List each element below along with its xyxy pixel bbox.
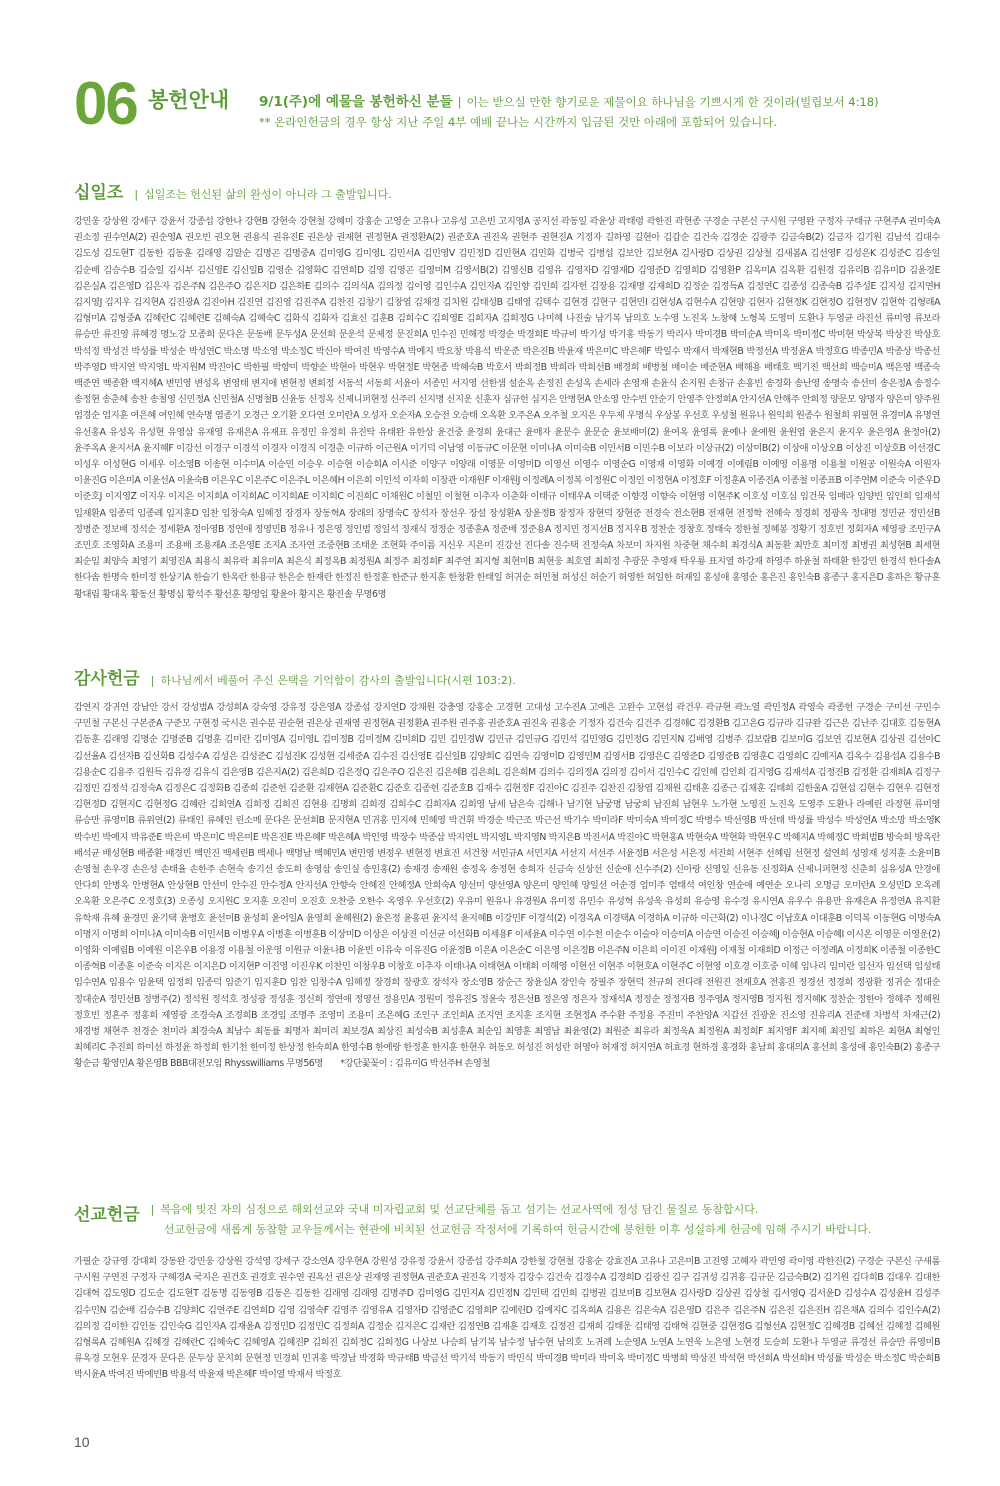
tithe-header bbox=[74, 178, 940, 206]
thanks-description-text: 하나님께서 베풀어 주신 은택을 기억함이 감사의 출발입니다(시편 103:2). bbox=[160, 674, 516, 687]
tithe-title: 십일조 bbox=[74, 183, 124, 203]
flower-note: *강단꽃꽂이 : 김유미G 박선주H 손영철 bbox=[340, 1058, 490, 1070]
mission-title: 선교헌금 bbox=[74, 1205, 140, 1225]
tithe-description: | 십일조는 헌신된 삶의 완성이 아니라 그 출발입니다. bbox=[134, 188, 392, 201]
header-line bbox=[259, 90, 879, 110]
page-number: 10 bbox=[74, 1434, 90, 1450]
online-offering-note: ** 온라인헌금의 경우 항상 지난 주일 4부 예배 끝나는 시간까지 입금된 것만 아래에 포함되어 있습니다. bbox=[259, 115, 778, 129]
thanks-header bbox=[74, 664, 940, 692]
thanks-title: 감사헌금 bbox=[74, 669, 140, 689]
mission-section bbox=[74, 1200, 940, 1384]
section-number: 06 bbox=[74, 70, 137, 137]
date-line: 9/1(주)에 예물을 봉헌하신 분들 bbox=[259, 94, 453, 110]
mission-description-line-2: 선교헌금에 새롭게 동참할 교우들께서는 현관에 비치된 선교헌금 작정서에 기록하여 헌금시간에 봉헌한 이후 성실하게 헌금에 임해 주시기 바랍니다. bbox=[163, 1223, 872, 1236]
tithe-names-list: 강민웅 강상원 강세구 강윤서 강종섭 강한나 강현B 강현숙 강현철 강혜미 강홍순 고영순 고유나 고유성 고은빈 고지영A 공지선 곽동일 곽윤상 곽태령 곽한진 곽현종 구경순 구본신 구시원 구영완 구정자 구태규 구현주A 권미숙A 권소정 권수연A(2) 권순영A 권오빈 권오현 권용식 권유진E 권은상 권재현 권정현A 권정환A(2) 권준호A 권진옥 권현주 권현진A 기정자 길하영 길현아 김갑순 김건숙 김경순 김광주 김금숙B(2) 김금자 김기원 김남석 김대수 김도성 김도현T 김동한 김동훈 김래영 김말순 김명곤 김명중A 김미영G 김미영L 김민서A 김민영V 김민정D 김민현A 김민화 김병국 김병섭 김보안 김보현A 김사랑D 김상권 김상철 김새봄A 김선영F 김성은K 김성준C 김송일 김순배 김승수B 김승일 김시부 김신영E 김신일B 김영순 김영화C 김연희D 김영 김영곤 김영미M 김영서B(2) 김영신B 김영유 김영자D 김영재D 김영준D 김영희D 김영환P 김옥미A 김옥환 김원경 김유리B 김유미D 김윤경E 김은실A 김은영D 김은자 김은주N 김은주O 김은지D 김은하E 김의수 김의식A 김의정 김이영 김인수A 김인자A 김인향 김인희 김자헌 김장용 김재명 김재희D 김정순 김정득A 김정연C 김종성 김종숙B 김주성E 김지성 김지연H 김지영J 김지우 김지현A 김진광A 김진아H 김진연 김진영 김진주A 김찬진 김창기 김창엽 김채경 김치원 김태성B 김태영 김택수 김현경 김현구 김현민I 김현성A 김현수A 김현양 김현자 김현정K 김현정O 김현정V 김현학 김형래A 김형미A 김형중A 김혜란C 김혜련E 김혜숙A 김혜숙C 김화식 김화자 김효신 김훈B 김희수C 김희영E 김희자A 김희정G 나미혜 나진술 남기복 남의호 노수영 노진옥 노창혜 노형복 도영미 도환나 두영균 라진선 류미영 류보라 류승만 류진영 류혜경 명노강 모종희 문다은 문동배 문두성A 문선희 문운석 문제정 문진희A 민수진 민해정 박경순 박경희E 박규비 박기성 박기홍 박동기 박리사 박미경B 박미순A 박미옥 박미정C 박미현 박상복 박상진 박상호 박석정 박성건 박성률 박성순 박성연C 박소명 박소영 박소정C 박신아 박여진 박영수A 박예지 박요창 박용석 박운준 박은진B 박윤재 박은미C 박은혜F 박일수 박재서 박재현B 박정선A 박정윤A 박정호G 박종민A 박종상 박종선 박주영D 박지연 박지영L 박지원M 박진아C 박한필 박향미 박향순 박현아 박현우 박현정E 박현종 박혜숙B 박호서 박희정B 박희라 박희선B 배경희 배병철 배이순 배준현A 배해용 배태호 백기진 백선희 백승미A 백은영 백종숙 백준연 백종환 백지혜A 변민영 변성옥 변영태 변지애 변현정 변희정 서동석 서동희 서윤아 서종민 서지영 선한샘 설순옥 손정진 손성옥 손세라 손영재 손윤식 손지원 손창규 손홍빈 송경화 송난영 송명숙 송선미 송은정A 송정수 송정현 송춘혜 송찬 송철영 신민정A 신민철A 신명철B 신윤동 신정옥 신제니퍼현정 신주리 신지명 신지운 신훈자 심규헌 심지은 안병현A 안소영 안수빈 안순기 안영주 안정희A 안지선A 안해주 안희정 양문모 양명자 양은미 양주원 엄경순 엄지훈 여은혜 여인혜 연숙명 염종기 오경근 오기환 오다연 오미란A 오성자 오순자A 오승전 오승태 오옥환 오주은A 오주철 오지은 우두제 우명식 우상봉 우선호 우성철 원유나 원익희 원종수 원철희 위필현 유경미A 유명연 유선홍A 유성옥 유성현 유영삼 유재영 유재은A 유재표 유정민 유정희 유진탁 유태완 유한상 윤건중 윤경희 윤대근 윤매자 윤문수 윤문순 윤보배미(2) 윤여옥 윤영록 윤예나 윤예원 윤원엽 윤은지 윤지우 윤은영A 윤정아(2) 윤주옥A 윤지서A 윤지혜F 이강선 이경구 이경석 이경자 이경직 이경춘 이규하 이근원A 이기덕 이남영 이동규C 이문현 이미나A 이미숙B 이민서B 이민수B 이보라 이상규(2) 이상미B(2) 이상애 이상오B 이상진 이상호B 이선경C 이성우 이성현G 이세우 이소영B 이송현 이수미A 이승민 이승우 이승현 이승희A 이시준 이양구 이양래 이영문 이영미D 이영선 이영수 이영순G 이영재 이영화 이예경 이예림B 이예영 이용명 이용철 이원공 이원숙A 이원자 이윤진G 이은미A 이윤선A 이윤숙B 이은우C 이은주C 이은주L 이은혜H 이은희 이인석 이자희 이장관 이재원F 이재원J 이정례A 이정복 이정원C 이정인 이정현A 이정호F 이정훈A 이종진A 이종철 이종표B 이주연M 이준숙 이준우D 이준호J 이지영Z 이지우 이지은 이지희A 이지희AC 이지희AE 이지희C 이진희C 이채원C 이철민 이철현 이추자 이춘화 이태규 이태우A 이택준 이향경 이향숙 이현영 이현주K 이호성 이호심 임건묵 임매라 임양빈 임인희 임재석 임재환A 임종덕 임종례 임지훈D 임찬 임창숙A 임혜정 장경자 장동혁A 장래의 장명숙C 장석자 장선우 장설 장성환A 장윤정B 장정자 장현덕 장현준 전경숙 전소현B 전재현 전정학 전혜숙 정경희 정광욱 정대명 정민균 정민선B 정병준 정보배 정석순 정세환A 정아영B 정연애 정영민B 정유나 정은영 정인범 정일석 정재식 정정순 정종훈A 정준배 정준용A 정지민 정지선B 정지우B 정찬순 정창호 정태숙 정한철 정혜봉 정황기 정호빈 정회자A 제영광 조민구A 조민호 조영화A 조용미 조용배 조용재A 조은영E 조지A 조자연 조중현B 조태운 조현화 주이름 지신우 지은미 진강선 진다솔 진수택 진정숙A 차보미 차지원 차중현 채수희 최경식A 최동환 최만호 최미정 최병권 최성현B 최세현 최순임 최양숙 최영기 최영진A 최용식 최유락 최유미A 최은식 최정옥B 최정원A 최정주 최정희F 최주연 최지형 최현미B 최현웅 최호열 최희정 추광문 추영재 탁우룡 표지열 하강재 하영주 하윤철 하태환 한강민 한경석 한다솔A 한다솜 한명숙 한미정 한상기A 한슬기 한옥란 한용규 한은순 한재란 한정진 한정훈 한준규 한지훈 한창환 한태일 허귀순 허민철 허성신 허순기 허영한 허일한 허재일 홍성애 홍영순 홍은진 홍인숙B 홍종구 홍지은D 홍하은 황규훈 황대림 황대옥 황동선 황명심 황석주 황선훈 황영임 황윤아 황지은 황진솔 무명6명 bbox=[74, 216, 940, 600]
mission-names-list: 가필순 강규영 강대희 강동완 강민웅 강상원 강석영 강세구 강소연A 강우현A 강원성 강유정 강윤서 강종섭 강주희A 강한철 강현철 강홍순 강효진A 고유나 고은미B 고진영 고혜자 곽민영 곽이영 곽한진(2) 구경순 구본신 구새롬 구시원 구연진 구정자 구혜경A 국지은 권건호 권경호 권수연 권옥선 권은상 권재영 권정현A 권준호A 권진옥 기정자 김강수 김건숙 김경수A 김경희D 김광신 김구 김귀성 김귀홍 김규문 김금숙B(2) 김기원 김다희B 김대우 김대한 김대혁 김도영D 김도순 김도현T 김동명 김동영B 김동은 김동한 김래영 김래영 김명주D 김미영G 김민지A 김민정N 김민택 김민희 김병권 김보미B 김보현A 김사랑D 김상권 김상철 김서영Q 김서윤D 김성수A 김성윤H 김성주 김수민N 김순배 김승수B 김양희C 김연주E 김연희D 김영 김영숙F 김영주 김영유A 김영자D 김영준C 김영희P 김예린D 김예지C 김옥희A 김용은 김은숙A 김은영D 김은주 김은주N 김은진 김은진H 김은채A 김의수 김인수A(2) 김의정 김이한 김인동 김인숙G 김인자A 김재윤A 김정민D 김정민C 김정희A 김정순 김지은C 김재란 김정연B 김재훈 김재호 김정진 김재희 김태운 김태영 김태혁 김현중 김현정G 김형선A 김현정C 김혜경B 김혜선 김혜정 김혜원 김형록A 김혜원A 김혜경 김혜란C 김혜숙C 김혜영A 김혜진P 김희진 김희정C 김희정G 나상보 나승희 남기복 남수정 남수현 남의호 노귀례 노순영A 노연A 노연욱 노은영 노현경 도승희 도환나 두영균 류경선 류승만 류영미B 류옥경 모현우 문경자 문다은 문두상 문지희 문현정 민경희 민귀홍 박경남 박경화 박규태B 박금선 박기석 박동기 박민식 박미경B 박미라 박미옥 박미정C 박병희 박상진 박석현 박선희A 박선희H 박성률 박성순 박소정C 박순희B 박시윤A 박여진 박예빈B 박용석 박윤재 박은혜F 박이열 박재서 박정호 bbox=[74, 1256, 940, 1381]
thanks-description: | 하나님께서 베풀어 주신 은택을 기억함이 감사의 출발입니다(시편 103:2). bbox=[150, 674, 516, 687]
mission-header bbox=[74, 1200, 940, 1246]
tithe-section bbox=[74, 178, 940, 603]
thanks-names-list bbox=[74, 700, 940, 1073]
mission-description-line-1: | 복음에 빚진 자의 심정으로 해외선교와 국내 미자립교회 및 선교단체를 돕고 섬기는 선교사역에 정성 담긴 물질로 동참합시다. bbox=[150, 1203, 759, 1216]
thanks-names: 감연지 강귀연 강남안 강서 강성범A 강성희A 강숙영 강유정 강은영A 강종섭 강지연D 강채원 강충영 강홍순 고경현 고대성 고수진A 고예은 고완수 고현섭 곽건우 곽규현 곽노열 곽민정A 곽영숙 곽종헌 구경순 구미선 구민수 구민철 구본신 구본준A 구준모 구현정 국시은 권수분 권순현 권은상 권재영 권정현A 권정환A 권주원 권주홍 권준호A 권진옥 권홍순 기정자 김건숙 김건주 김경해C 김경환B 김고은G 김규라 김규완 김근은 김난주 김대호 김동현A 김동훈 김래영 김명순 김명준B 김명훈 김미란 김미영A 김미영L 김미정B 김미정M 김미희D 김민 김민경W 김민규 김민규G 김민석 김민영G 김민정G 김민지N 김배영 김병주 김보람B 김보미G 김보연 김보현A 김상권 김선아C 김선율A 김선자B 김선화B 김성수A 김성은 김성준C 김성진K 김성현 김세준A 김수진 김신영E 김신일B 김양희C 김연숙 김영미D 김영민M 김영서B 김영은C 김영준D 김영준B 김영훈C 김영희C 김예지A 김옥수 김용섭A 김용수B 김용순C 김용주 김원득 김유경 김유식 김은영B 김은지A(2) 김은희D 김은정Q 김은주O 김은진 김은혜B 김은희L 김은희M 김의수 김의정A 김의정 김이서 김인수C 김인혜 김인희 김지영G 김재석A 김정진B 김정환 김재희A 김정구 김정민 김정석 김정숙A 김정은C 김정화B 김종희 김준헌 김준환 김재현A 김준환C 김준호 김종헌 김준호B 김재수 김현정F 김진아C 김진주 김찬진 김창엽 김채원 김태훈 김종근 김채훈 김태희 김한울A 김현섭 김현수 김현우 김현정 김현정D 김현지C 김현정G 김혜란 김희연A 김희정 김희진 김현용 김명희 김희경 김희수C 김희자A 김희영 남세 남은숙 김해나 남기현 남궁명 남궁희 남진희 남현우 노가현 노영진 노진옥 도영주 도환나 라예린 라정현 류미영 류승만 류영미B 류위연(2) 류태인 류혜인 린소메 문다은 문선희B 문지현A 민귀홍 민지혜 민혜영 박건휘 박경순 박근조 박근선 박기수 박미라F 박미숙A 박미정C 박병수 박선영B 박선태 박성률 박성수 박성연A 박소망 박소영K 박수빈 박예지 박유준E 박은비 박은미C 박은미E 박은진E 박은혜F 박은혜A 박인영 박장수 박종삼 박지연L 박지영L 박지영N 박지은B 박진서A 박진아C 박현홍A 박현숙A 박현화 박현우C 박혜지A 박혜정C 박희범B 방숙희 방옥란 배석균 배성현B 배종환 배경빈 백민진 백세린B 백세나 백명남 백혜민A 변민영 변정우 변현정 변효진 서건창 서민규A 서민지A 서선지 서선주 서윤정B 서은성 서은정 서진희 서현주 선혜림 선현정 설연희 성영재 성지훈 소윤미B 손영철 손우경 손은성 손태율 손한주 손현숙 송기선 송도희 송영삼 송인실 송인홍(2) 송재경 송재원 송정옥 송정현 송희자 신금숙 신상선 신순애 신수주(2) 신아랑 신영일 신유동 신정화A 신제니퍼현정 신춘희 심유성A 안경애 안다희 안병옥 안병현A 안상현B 안선미 안수진 안수정A 안지선A 안향숙 안혜진 안혜정A 안희숙A 양선미 양선영A 양은미 양인혜 양일선 어순경 엄미주 엄태석 여인창 연순애 예연순 오나리 오명금 오미란A 오성민D 오옥례 오옥환 오은주C 오정호(3) 오종성 오지원C 오지훈 오진미 오진호 오찬중 오한수 옥영우 우선호(2) 우유미 원유나 유경원A 유미정 유민수 유성혁 유성욱 유성희 유승영 유수경 유시연A 유우수 유용만 유재은A 유정연A 유지환 유학재 유혜 윤경민 윤기택 윤병호 윤선미B 윤성희 윤어일A 윤영희 윤혜원(2) 윤은정 윤홍핀 윤지석 윤지혜B 이강민F 이경석(2) 이경옥A 이경택A 이경하A 이규하 이근화(2) 이나경C 이남호A 이대훈B 이덕복 이동현G 이명숙A 이명지 이명희 이미나A 이미숙B 이민서B 이병우A 이병훈 이병훈B 이상미D 이상은 이상진 이선균 이선화B 이세용F 이세윤A 이수연 이수천 이순수 이슬아 이승미A 이승연 이승진 이승혜J 이승현A 이승혜I 이시온 이영문 이영운(2) 이영화 이예림B 이예원 이은우B 이용정 이용철 이운영 이원규 이윤나B 이윤빈 이유숙 이유진G 이윤정B 이은A 이은순C 이은영 이은정B 이은주N 이은희 이이진 이재원J 이재철 이재희D 이정근 이정례A 이정희K 이종철 이종한C 이종혁B 이종훈 이준숙 이지은 이지은D 이지현P 이진영 이진우K 이찬민 이창우B 이창호 이추자 이태나A 이태현A 이태희 이해영 이현선 이현주 이현호A 이현주C 이현영 이호경 이호중 이혜 임나리 임미란 임선자 임선택 임성태 임수연A 임용수 임윤택 임정희 임종덕 임준기 임지훈D 임찬 임창수A 임혜정 장경희 장광호 장석자 장소영B 장순근 장윤실A 장인숙 장필주 장현덕 전규희 전다래 전원진 전재호A 전홍진 정경선 정경희 정광환 정귀순 정대순 정대순A 정민선B 정병주(2) 정석원 정석호 정성광 정성훈 정신희 정연애 정영선 정용민A 정원미 정유진S 정윤숙 정은선B 정은영 정은자 정재석A 정정순 정정자B 정주영A 정지영B 정지원 정지혜K 정찬순 정한아 정해주 정혜원 정호빈 정혼주 정홍희 제영광 조경숙A 조경희B 조경임 조명주 조영미 조용미 조은혜G 조인구 조인희A 조지연 조지훈 조지현 조현정A 주수환 주정용 주진미 주찬양A 지갑선 진광운 진소영 진유리A 진준태 차병석 차재근(2) 채경병 채현주 천경순 천미라 최경숙A 최남수 최동률 최명자 최미리 최보경A 최상진 최성숙B 최성훈A 최순임 최영훈 최영남 최윤영(2) 최원준 최유라 최정욱A 최정원A 최정희F 최지영F 최지혜 최진일 최하은 최현A 최형인 최혜리C 추진희 하미선 하정윤 하정희 한기천 한미정 한상정 한숙희A 한영수B 한예랑 한정훈 한지훈 한현우 허동오 허성진 허성란 허영아 허재정 허지연A 허효경 현하경 홍경화 홍남희 홍대의A 홍선희 홍성애 홍인숙B(2) 홍종구 황순금 황영민A 황은영B BBB대전모임 Rhysswilliams 무명56명 bbox=[74, 702, 940, 1070]
section-title: 봉헌안내 bbox=[148, 88, 230, 112]
tithe-description-text: 십일조는 헌신된 삶의 완성이 아니라 그 출발입니다. bbox=[144, 188, 392, 201]
scripture-quote: 이는 받으실 만한 향기로운 제물이요 하나님을 기쁘시게 한 것이라(빌립보서 4:18) bbox=[466, 95, 879, 109]
divider-bar: | bbox=[457, 95, 462, 109]
thanks-section bbox=[74, 664, 940, 1073]
offering-header bbox=[74, 70, 954, 137]
mission-description bbox=[151, 1200, 872, 1240]
